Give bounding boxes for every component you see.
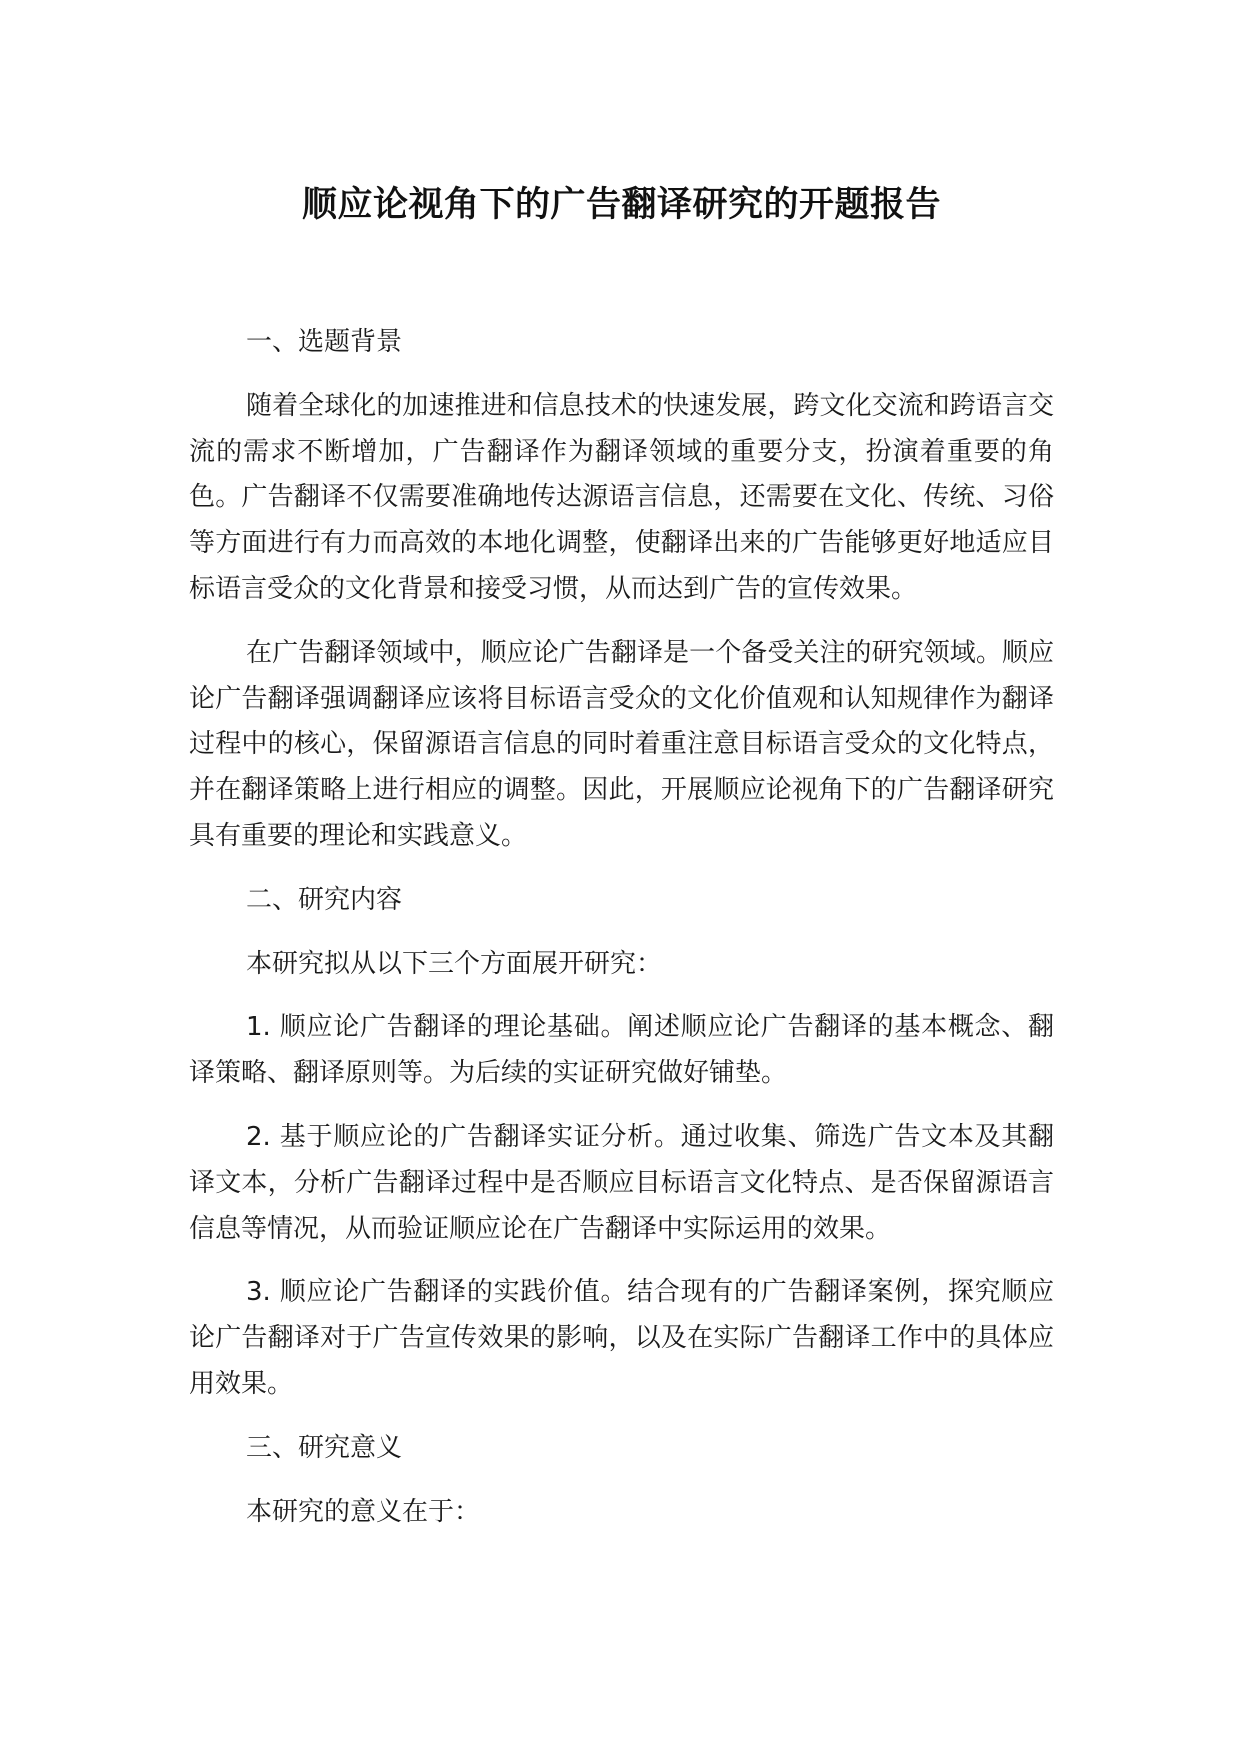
paragraph-significance-intro: 本研究的意义在于： <box>246 1496 481 1527</box>
paragraph-content-intro: 本研究拟从以下三个方面展开研究： <box>246 948 663 979</box>
list-item-content-2: 2. 基于顺应论的广告翻译实证分析。通过收集、筛选广告文本及其翻译文本，分析广告翻译过程中是否顺应目标语言文化特点、是否保留源语言信息等情况，从而验证顺应论在广告翻译中实际运用的效果。 <box>189 1121 1054 1244</box>
section-heading-background: 一、选题背景 <box>246 327 403 357</box>
section-heading-content: 二、研究内容 <box>246 884 403 915</box>
list-item-content-3: 3. 顺应论广告翻译的实践价值。结合现有的广告翻译案例，探究顺应论广告翻译对于广告宣传效果的影响，以及在实际广告翻译工作中的具体应用效果。 <box>189 1277 1054 1399</box>
list-item-content-1: 1. 顺应论广告翻译的理论基础。阐述顺应论广告翻译的基本概念、翻译策略、翻译原则等。为后续的实证研究做好铺垫。 <box>189 1012 1054 1089</box>
paragraph-background-1: 随着全球化的加速推进和信息技术的快速发展，跨文化交流和跨语言交流的需求不断增加，广告翻译作为翻译领域的重要分支，扮演着重要的角色。广告翻译不仅需要准确地传达源语言信息，还需要在文化、传统、习俗等方面进行有力而高效的本地化调整，使翻译出来的广告能够更好地适应目标语言受众的文化背景和接受习惯，从而达到广告的宣传效果。 <box>189 390 1054 604</box>
section-heading-significance: 三、研究意义 <box>246 1432 403 1463</box>
document-title: 顺应论视角下的广告翻译研究的开题报告 <box>301 185 941 225</box>
paragraph-background-2: 在广告翻译领域中，顺应论广告翻译是一个备受关注的研究领域。顺应论广告翻译强调翻译应该将目标语言受众的文化价值观和认知规律作为翻译过程中的核心，保留源语言信息的同时着重注意目标语言受众的文化特点，并在翻译策略上进行相应的调整。因此，开展顺应论视角下的广告翻译研究具有重要的理论和实践意义。 <box>189 637 1054 851</box>
